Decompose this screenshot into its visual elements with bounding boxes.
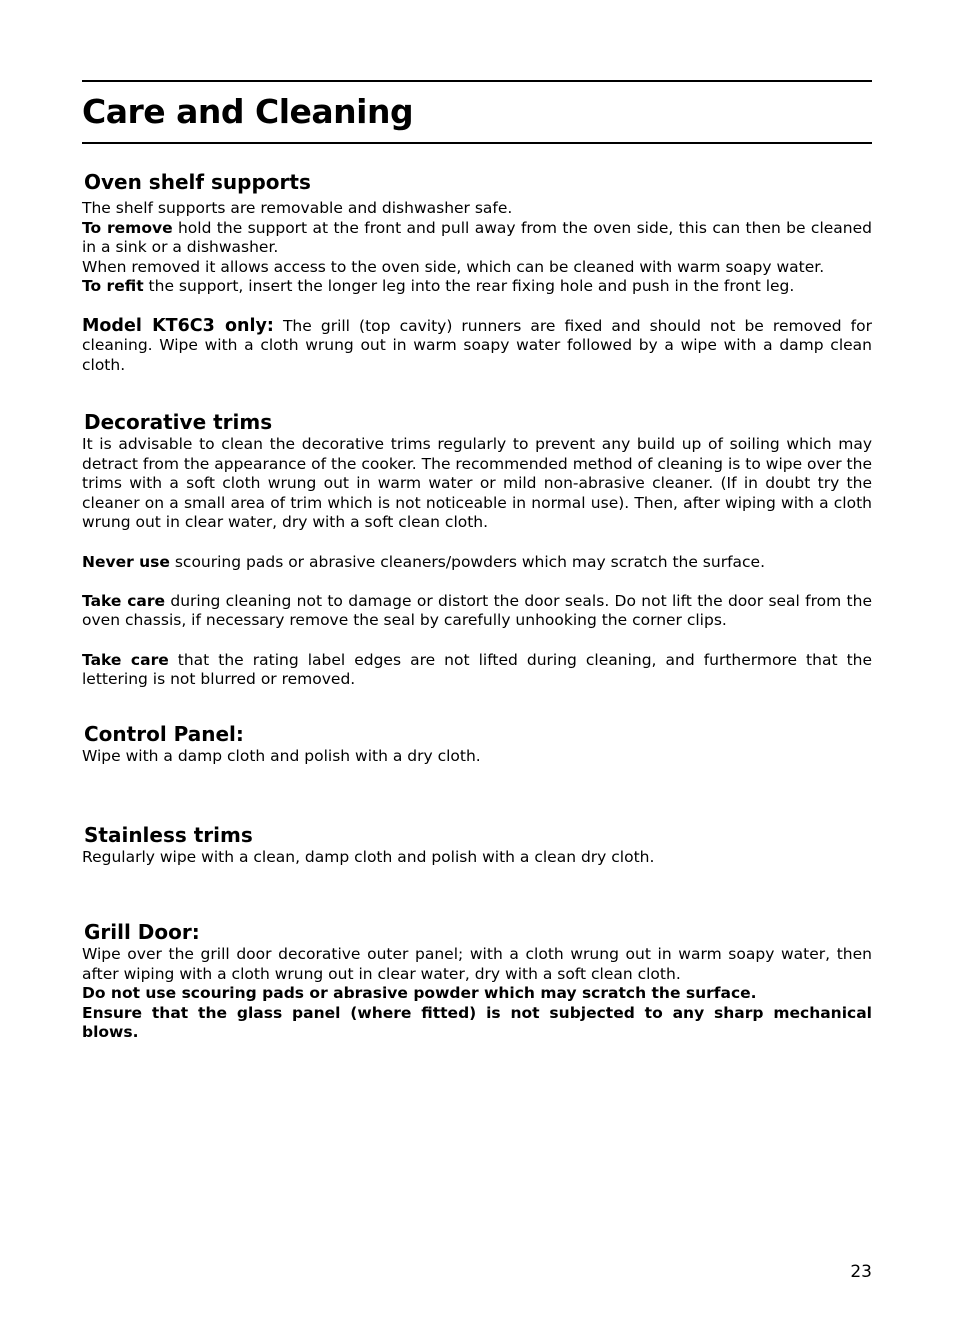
paragraph: Regularly wipe with a clean, damp cloth and polish with a clean dry cloth. (82, 848, 655, 866)
bold-label: To remove (82, 218, 173, 237)
paragraph-text: scouring pads or abrasive cleaners/powders which may scratch the surface. (169, 552, 766, 571)
section-heading: Control Panel: (84, 722, 244, 746)
paragraph-text: during cleaning not to damage or distort the door seals. Do not lift the door seal from the oven chassis, if necessary remove the seal by carefully unhooking the corner clips. (82, 591, 872, 630)
section-stainless-trims (82, 822, 872, 868)
paragraph-to-refit (82, 277, 872, 297)
bold-label: Take care (82, 650, 169, 669)
section-heading: Grill Door: (84, 920, 200, 944)
title-bottom-rule (82, 142, 872, 144)
warning-scouring: Do not use scouring pads or abrasive powder which may scratch the surface. (82, 984, 757, 1003)
paragraph-take-care-seals (82, 592, 872, 631)
section-control-panel (82, 721, 872, 767)
paragraph: When removed it allows access to the oven side, which can be cleaned with warm soapy water. (82, 257, 825, 276)
paragraph-model-note (82, 317, 872, 376)
section-grill-door (82, 919, 872, 1043)
paragraph: The shelf supports are removable and dishwasher safe. (82, 199, 513, 217)
bold-label: To refit (82, 277, 144, 296)
bold-label: Model KT6C3 only: (82, 315, 274, 336)
section-heading: Decorative trims (84, 410, 273, 434)
page-number: 23 (850, 1262, 872, 1282)
section-heading: Stainless trims (84, 823, 253, 847)
paragraph: Wipe over the grill door decorative outer panel; with a cloth wrung out in warm soapy water, then after wiping with a cloth wrung out in clear water, dry with a soft clean cloth. (82, 945, 872, 983)
paragraph-to-remove (82, 219, 872, 258)
bold-label: Never use (82, 552, 170, 571)
paragraph-text: that the rating label edges are not lifted during cleaning, and furthermore that the lettering is not blurred or removed. (82, 650, 873, 689)
warning-glass-panel: Ensure that the glass panel (where fitted) is not subjected to any sharp mechanical blows. (82, 1003, 872, 1042)
paragraph: It is advisable to clean the decorative trims regularly to prevent any build up of soiling which may detract from the appearance of the cooker. The recommended method of cleaning is to wipe over the trims with a soft cloth wrung out in warm water or mild non-abrasive cleaner. (If in doubt try the cleaner on a small area of trim which is not noticeable in normal use). Then, after wiping with a cloth wrung out in clear water, dry with a soft clean cloth. (82, 435, 872, 532)
section-decorative-trims (82, 409, 872, 690)
paragraph-take-care-label (82, 651, 872, 690)
title-top-rule (82, 80, 872, 82)
bold-label: Take care (82, 591, 166, 610)
section-heading: Oven shelf supports (84, 170, 311, 194)
paragraph-text: hold the support at the front and pull away from the oven side, this can then be cleaned in a sink or a dishwasher. (82, 218, 872, 257)
paragraph: Wipe with a damp cloth and polish with a dry cloth. (82, 747, 481, 765)
page-title: Care and Cleaning (82, 92, 414, 131)
section-oven-shelf-supports (82, 169, 872, 375)
paragraph-never-use (82, 553, 872, 573)
paragraph-text: the support, insert the longer leg into the rear fixing hole and push in the front leg. (143, 277, 795, 296)
paragraph-text: The grill (top cavity) runners are fixed and should not be removed for cleaning. Wipe with a cloth wrung out in warm soapy water followed by a wipe with a damp clean cloth. (82, 316, 872, 374)
